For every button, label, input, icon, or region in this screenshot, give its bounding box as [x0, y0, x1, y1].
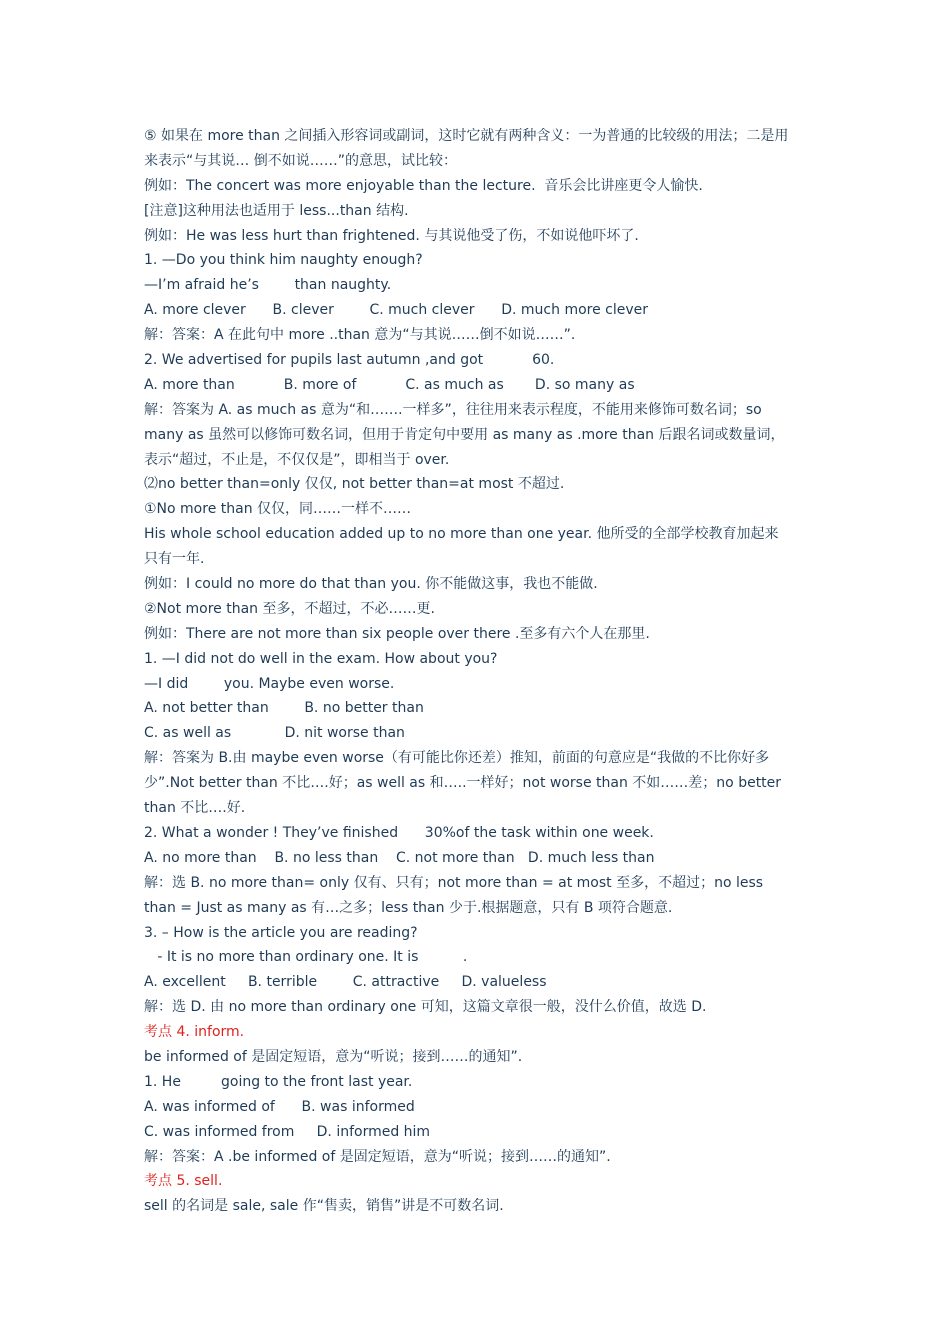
text-line: C. was informed from D. informed him [144, 1123, 431, 1140]
text-line: ⑵no better than=only 仅仅, not better than=at most 不超过. [144, 476, 565, 493]
text-line: A. not better than B. no better than [144, 700, 424, 717]
text-line: A. no more than B. no less than C. not more than D. much less than [144, 849, 655, 866]
document-body [144, 124, 809, 1219]
text-line: 解：答案为 B.由 maybe even worse（有可能比你还差）推知，前面的句意应是“我做的不比你好多 [144, 750, 770, 767]
text-line: 2. What a wonder ! They’ve finished 30%of the task within one week. [144, 824, 654, 841]
text-line: 解：选 B. no more than= only 仅有、只有；not more than = at most 至多，不超过；no less [144, 874, 764, 891]
text-line: 表示“超过，不止是，不仅仅是”，即相当于 over. [144, 451, 450, 468]
text-line: than = Just as many as 有…之多；less than 少于.根据题意，只有 B 项符合题意. [144, 899, 673, 916]
text-line: 例如：The concert was more enjoyable than the lecture. 音乐会比讲座更令人愉快. [144, 177, 703, 194]
text-line: 3. – How is the article you are reading? [144, 924, 418, 941]
text-line: 解：答案为 A. as much as 意为“和…….一样多”，往往用来表示程度，不能用来修饰可数名词；so [144, 401, 762, 418]
text-line: —I did you. Maybe even worse. [144, 675, 395, 692]
text-line: 例如：I could no more do that than you. 你不能做这事，我也不能做. [144, 576, 598, 593]
text-line: 2. We advertised for pupils last autumn ,and got 60. [144, 352, 555, 369]
text-line: 1. —Do you think him naughty enough? [144, 252, 423, 269]
text-line: 1. —I did not do well in the exam. How about you? [144, 650, 498, 667]
text-line: [注意]这种用法也适用于 less...than 结构. [144, 202, 409, 219]
text-line: C. as well as D. nit worse than [144, 725, 405, 742]
text-line: —I’m afraid he’s than naughty. [144, 277, 392, 294]
section-heading: 考点 4. inform. [144, 1024, 245, 1041]
text-line: 例如：There are not more than six people over there .至多有六个人在那里. [144, 625, 650, 642]
text-line: A. more than B. more of C. as much as D. so many as [144, 376, 635, 393]
text-line: 解：选 D. 由 no more than ordinary one 可知，这篇文章很一般，没什么价值，故选 D. [144, 999, 707, 1016]
text-line: ②Not more than 至多，不超过，不必……更. [144, 600, 435, 617]
text-line: A. was informed of B. was informed [144, 1098, 415, 1115]
text-line: 少”.Not better than 不比….好；as well as 和…..一样好；not worse than 不如……差；no better [144, 775, 782, 792]
text-line: 来表示“与其说… 倒不如说……”的意思，试比较： [144, 152, 457, 169]
text-line: His whole school education added up to no more than one year. 他所受的全部学校教育加起来 [144, 526, 779, 543]
text-line: A. more clever B. clever C. much clever D. much more clever [144, 302, 649, 319]
text-line: - It is no more than ordinary one. It is . [144, 949, 468, 966]
text-line: 只有一年. [144, 551, 205, 568]
text-line: be informed of 是固定短语，意为“听说；接到……的通知”. [144, 1048, 523, 1065]
text-line: 解：答案：A 在此句中 more ..than 意为“与其说……倒不如说……”. [144, 327, 576, 344]
text-line: than 不比….好. [144, 800, 246, 817]
text-line: 1. He going to the front last year. [144, 1073, 413, 1090]
text-line: ①No more than 仅仅，同……一样不…… [144, 501, 412, 518]
text-line: sell 的名词是 sale, sale 作“售卖，销售”讲是不可数名词. [144, 1198, 504, 1215]
text-line: 例如：He was less hurt than frightened. 与其说他受了伤，不如说他吓坏了. [144, 227, 639, 244]
text-line: many as 虽然可以修饰可数名词，但用于肯定句中要用 as many as .more than 后跟名词或数量词， [144, 426, 785, 443]
text-line: 解：答案：A .be informed of 是固定短语，意为“听说；接到……的通知”. [144, 1148, 611, 1165]
section-heading: 考点 5. sell. [144, 1173, 223, 1190]
text-line: ⑤ 如果在 more than 之间插入形容词或副词，这时它就有两种含义：一为普通的比较级的用法；二是用 [144, 128, 789, 144]
text-line: A. excellent B. terrible C. attractive D. valueless [144, 974, 547, 991]
